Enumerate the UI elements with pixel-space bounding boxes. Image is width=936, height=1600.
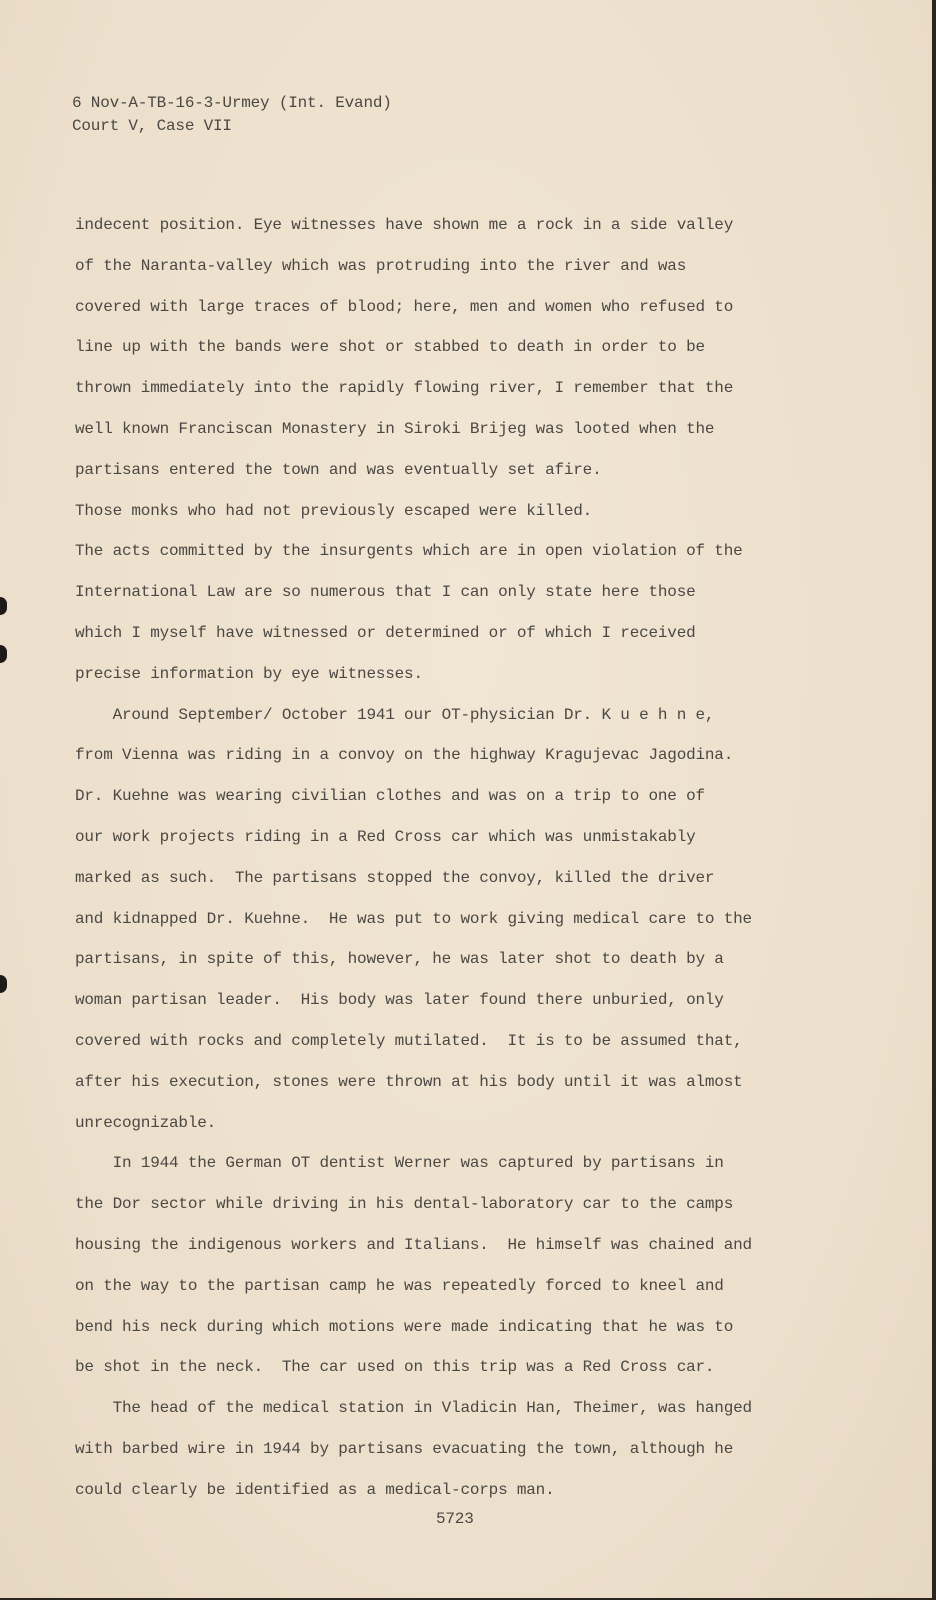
text-line: unrecognizable. (75, 1113, 217, 1132)
text-line: well known Franciscan Monastery in Siroki Brijeg was looted when the (75, 420, 715, 438)
text-line: Dr. Kuehne was wearing civilian clothes and was on a trip to one of (75, 787, 705, 806)
text-line: housing the indigenous workers and Italians. He himself was chained and (75, 1236, 752, 1254)
text-line: covered with large traces of blood; here, men and women who refused to (75, 297, 734, 316)
text-line: partisans entered the town and was eventually set afire. (75, 460, 602, 479)
header-reference: 6 Nov-A-TB-16-3-Urmey (Int. Evand) (72, 94, 392, 112)
text-line: be shot in the neck. The car used on this trip was a Red Cross car. (75, 1358, 715, 1377)
header-court: Court V, Case VII (72, 117, 232, 135)
text-line: our work projects riding in a Red Cross car which was unmistakably (75, 828, 696, 846)
text-line: thrown immediately into the rapidly flowing river, I remember that the (75, 379, 734, 398)
text-line: with barbed wire in 1944 by partisans evacuating the town, although he (75, 1440, 734, 1458)
text-line: precise information by eye witnesses. (75, 664, 423, 683)
text-line: In 1944 the German OT dentist Werner was captured by partisans in (75, 1154, 724, 1173)
text-line: of the Naranta-valley which was protruding into the river and was (75, 256, 687, 275)
text-line: line up with the bands were shot or stabbed to death in order to be (75, 338, 705, 357)
binding-hole (0, 975, 7, 993)
text-line: covered with rocks and completely mutilated. It is to be assumed that, (75, 1032, 743, 1050)
text-line: the Dor sector while driving in his dental-laboratory car to the camps (75, 1195, 734, 1214)
text-line: on the way to the partisan camp he was repeatedly forced to kneel and (75, 1276, 724, 1295)
page-number: 5723 (436, 1510, 474, 1528)
text-line: woman partisan leader. His body was later found there unburied, only (75, 991, 724, 1010)
text-line: bend his neck during which motions were made indicating that he was to (75, 1317, 734, 1336)
text-line: The head of the medical station in Vladicin Han, Theimer, was hanged (75, 1399, 752, 1418)
text-line: could clearly be identified as a medical-corps man. (75, 1480, 555, 1499)
text-line: marked as such. The partisans stopped the convoy, killed the driver (75, 868, 715, 887)
binding-hole (0, 597, 7, 615)
text-line: partisans, in spite of this, however, he was later shot to death by a (75, 950, 724, 969)
binding-hole (0, 645, 7, 663)
text-line: indecent position. Eye witnesses have shown me a rock in a side valley (75, 216, 734, 234)
text-line: from Vienna was riding in a convoy on the highway Kragujevac Jagodina. (75, 746, 734, 765)
text-line: Those monks who had not previously escaped were killed. (75, 501, 593, 520)
text-line: after his execution, stones were thrown at his body until it was almost (75, 1072, 743, 1091)
text-line: which I myself have witnessed or determined or of which I received (75, 624, 696, 642)
text-line: Around September/ October 1941 our OT-physician Dr. K u e h n e, (75, 705, 715, 724)
text-line: and kidnapped Dr. Kuehne. He was put to work giving medical care to the (75, 909, 752, 928)
text-line: International Law are so numerous that I can only state here those (75, 583, 696, 602)
text-line: The acts committed by the insurgents which are in open violation of the (75, 542, 743, 561)
